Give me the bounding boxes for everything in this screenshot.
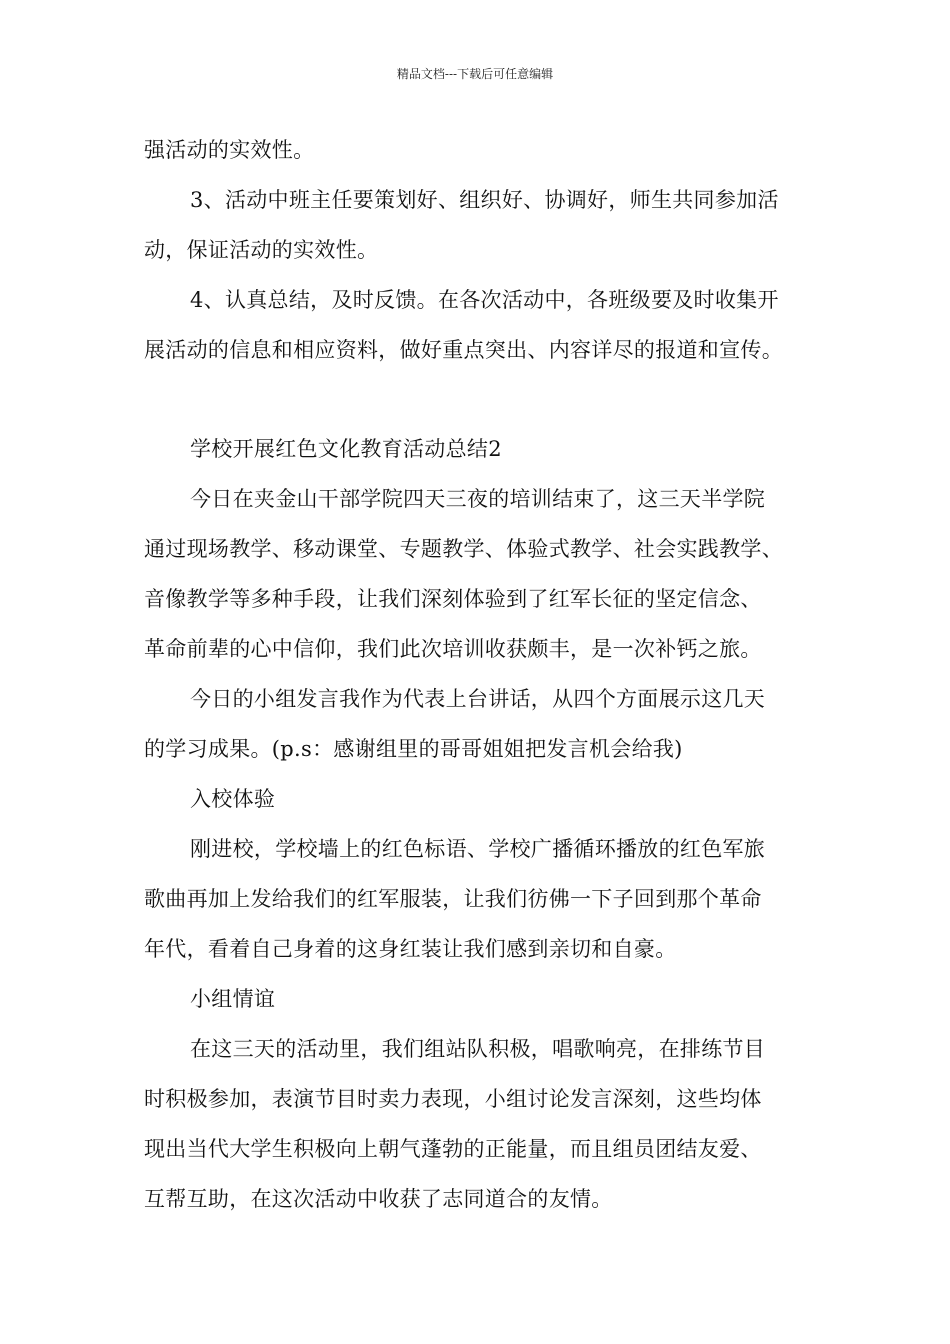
text-line: 3、活动中班主任要策划好、组织好、协调好，师生共同参加活 [190, 188, 779, 212]
page-header: 精品文档---下载后可任意编辑 [396, 67, 554, 81]
text-line: 今日在夹金山干部学院四天三夜的培训结束了，这三天半学院 [190, 487, 766, 511]
text-line: 在这三天的活动里，我们组站队积极，唱歌响亮，在排练节目 [190, 1037, 766, 1061]
text-line: 通过现场教学、移动课堂、专题教学、体验式教学、社会实践教学、 [144, 537, 783, 561]
text-line: 的学习成果。(p.s：感谢组里的哥哥姐姐把发言机会给我) [144, 737, 683, 761]
text-line: 年代，看着自己身着的这身红装让我们感到亲切和自豪。 [144, 937, 677, 961]
subheading: 入校体验 [190, 787, 276, 811]
text-line: 时积极参加，表演节目时卖力表现，小组讨论发言深刻，这些均体 [144, 1087, 762, 1111]
text-line: 强活动的实效性。 [144, 138, 315, 162]
text-line: 动，保证活动的实效性。 [144, 238, 379, 262]
text-line: 歌曲再加上发给我们的红军服装，让我们彷佛一下子回到那个革命 [144, 887, 762, 911]
text-line: 现出当代大学生积极向上朝气蓬勃的正能量，而且组员团结友爱、 [144, 1137, 762, 1161]
text-line: 今日的小组发言我作为代表上台讲话，从四个方面展示这几天 [190, 687, 766, 711]
text-line: 互帮互助，在这次活动中收获了志同道合的友情。 [144, 1187, 613, 1211]
text-line: 刚进校，学校墙上的红色标语、学校广播循环播放的红色军旅 [190, 837, 766, 861]
text-line: 音像教学等多种手段，让我们深刻体验到了红军长征的坚定信念、 [144, 587, 762, 611]
text-line: 4、认真总结，及时反馈。在各次活动中，各班级要及时收集开 [190, 288, 779, 312]
text-line: 革命前辈的心中信仰，我们此次培训收获颇丰，是一次补钙之旅。 [144, 637, 762, 661]
text-line: 展活动的信息和相应资料，做好重点突出、内容详尽的报道和宣传。 [144, 338, 783, 362]
subheading: 小组情谊 [190, 987, 276, 1011]
section-title: 学校开展红色文化教育活动总结2 [190, 437, 502, 461]
